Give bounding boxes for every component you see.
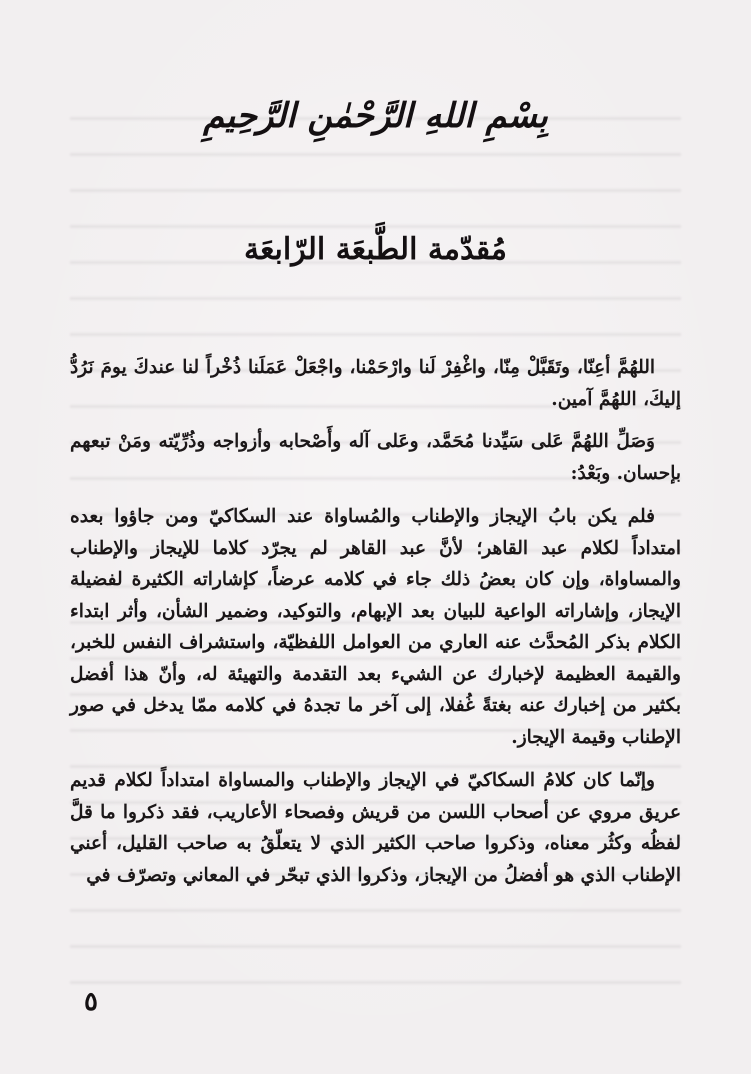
paragraph-body-2: وإنّما كان كلامُ السكاكيّ في الإيجاز والإطناب والمساواة امتداداً لكلام قديم عريق مروي عن أصحاب اللسن من قريش وفصحاء الأعاريب، فقد ذكروا ما قلَّ لفظُه وكثُر معناه، وذكروا صاحب الكثير الذي لا يتعلّقُ به صاحب القليل، أعني الإطناب الذي هو أفضلُ من الإيجاز، وذكروا الذي تبحّر في المعاني وتصرّف في (70, 770, 681, 886)
body-text (70, 352, 681, 903)
basmala-calligraphy: بِسْمِ اللهِ الرَّحْمٰنِ الرَّحِيمِ (203, 96, 548, 136)
paragraph-prayer: اللهُمَّ أعِنّا، وتَقَبَّلْ مِنّا، واغْفِرْ لَنا وارْحَمْنا، واجْعَلْ عَمَلَنا ذُخْراً لنا عندكَ يومَ نَرُدُّ إليكَ، اللهُمَّ آمين. (70, 357, 681, 410)
page-number: ٥ (84, 987, 98, 1017)
page-heading: مُقدّمة الطَّبعَة الرّابعَة (244, 232, 507, 267)
paragraph-body-1: فلم يكن بابُ الإيجاز والإطناب والمُساواة عند السكاكيّ ومن جاؤوا بعده امتداداً لكلام عبد القاهر؛ لأنَّ عبد القاهر لم يجرّد كلاما للإيجاز والإطناب والمساواة، وإن كان بعضُ ذلك جاء في كلامه عرضاً، كإشاراته الكثيرة لفضيلة الإيجاز، وإشاراته الواعية للبيان بعد الإبهام، والتوكيد، وضمير الشأن، وأثر ابتداء الكلام بذكر المُحدَّث عنه العاري من العوامل اللفظيّة، واستشراف النفس للخبر، والقيمة العظيمة لإخبارك عن الشيء بعد التقدمة والتهيئة له، وأنّ هذا أفضل بكثير من إخبارك عنه بغتةً غُفلا، إلى آخر ما تجدهُ في كلامه ممّا يدخل في صور الإطناب وقيمة الإيجاز. (70, 506, 681, 748)
paragraph-salutation: وَصَلِّ اللهُمَّ عَلى سَيِّدنا مُحَمَّد، وعَلى آله وأَصْحابه وأزواجه وذُرِّيّته ومَنْ تبعهم بإحسان. وبَعْدُ: (70, 431, 681, 484)
